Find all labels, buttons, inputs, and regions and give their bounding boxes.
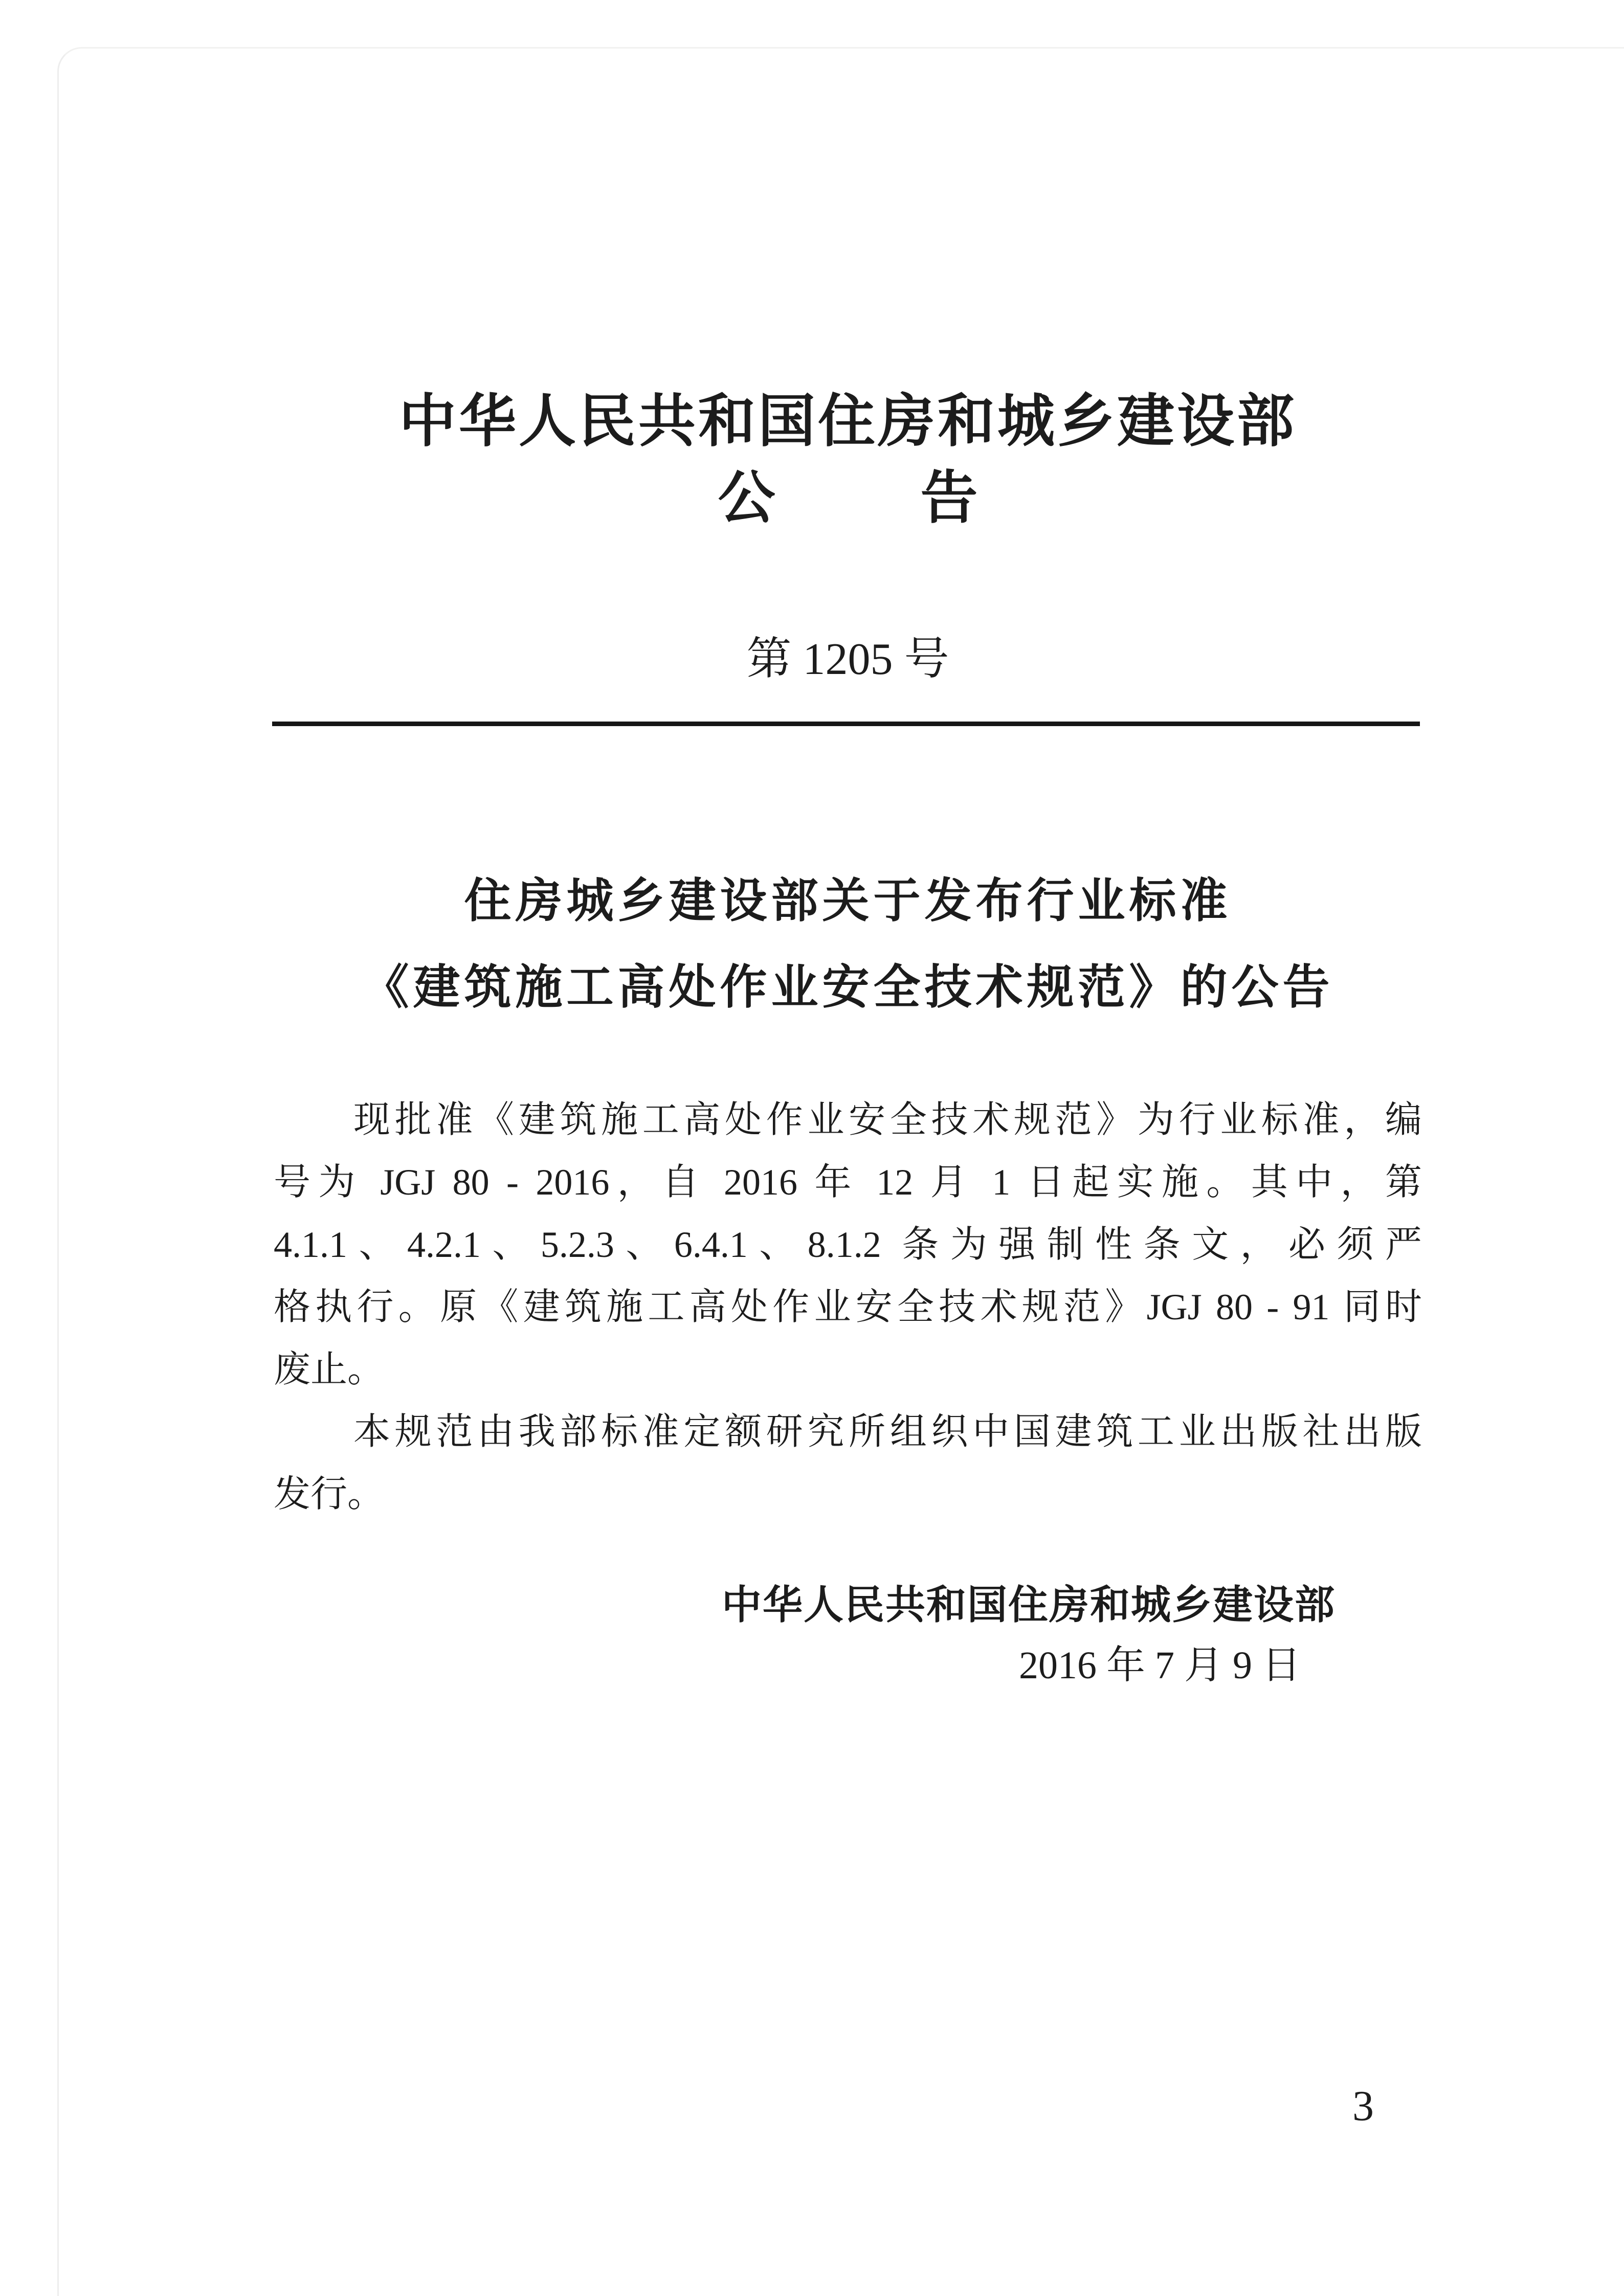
announcement-type-char-1: 公 <box>718 466 775 530</box>
body-line: 本规范由我部标准定额研究所组织中国建筑工业出版社出版 <box>353 1411 1422 1452</box>
page-number: 3 <box>1352 2082 1374 2130</box>
body-line: 废止。 <box>274 1349 385 1390</box>
body-line: 现批准《建筑施工高处作业安全技术规范》为行业标准，编 <box>353 1099 1422 1140</box>
issue-date: 2016 年 7 月 9 日 <box>1019 1644 1301 1687</box>
body-text <box>274 1089 1422 1525</box>
body-line: 格执行。原《建筑施工高处作业安全技术规范》JGJ 80 - 91 同时 <box>274 1287 1422 1327</box>
subtitle-line-2: 《建筑施工高处作业安全技术规范》的公告 <box>362 961 1334 1014</box>
subtitle-line-1: 住房城乡建设部关于发布行业标准 <box>464 875 1232 927</box>
announcement-type-char-2: 告 <box>920 466 978 530</box>
body-line: 发行。 <box>274 1474 385 1515</box>
body-line: 4.1.1、4.2.1、5.2.3、6.4.1、8.1.2 条为强制性条文，必须严 <box>274 1224 1422 1265</box>
document-number: 第 1205 号 <box>746 635 949 684</box>
body-line: 号为 JGJ 80 - 2016，自 2016 年 12 月 1 日起实施。其中，第 <box>274 1162 1422 1203</box>
announcement-org-title: 中华人民共和国住房和城乡建设部 <box>399 389 1297 453</box>
divider-rule <box>272 722 1420 726</box>
announcement-type-title <box>274 462 1422 534</box>
issuer-signature: 中华人民共和国住房和城乡建设部 <box>721 1582 1336 1627</box>
